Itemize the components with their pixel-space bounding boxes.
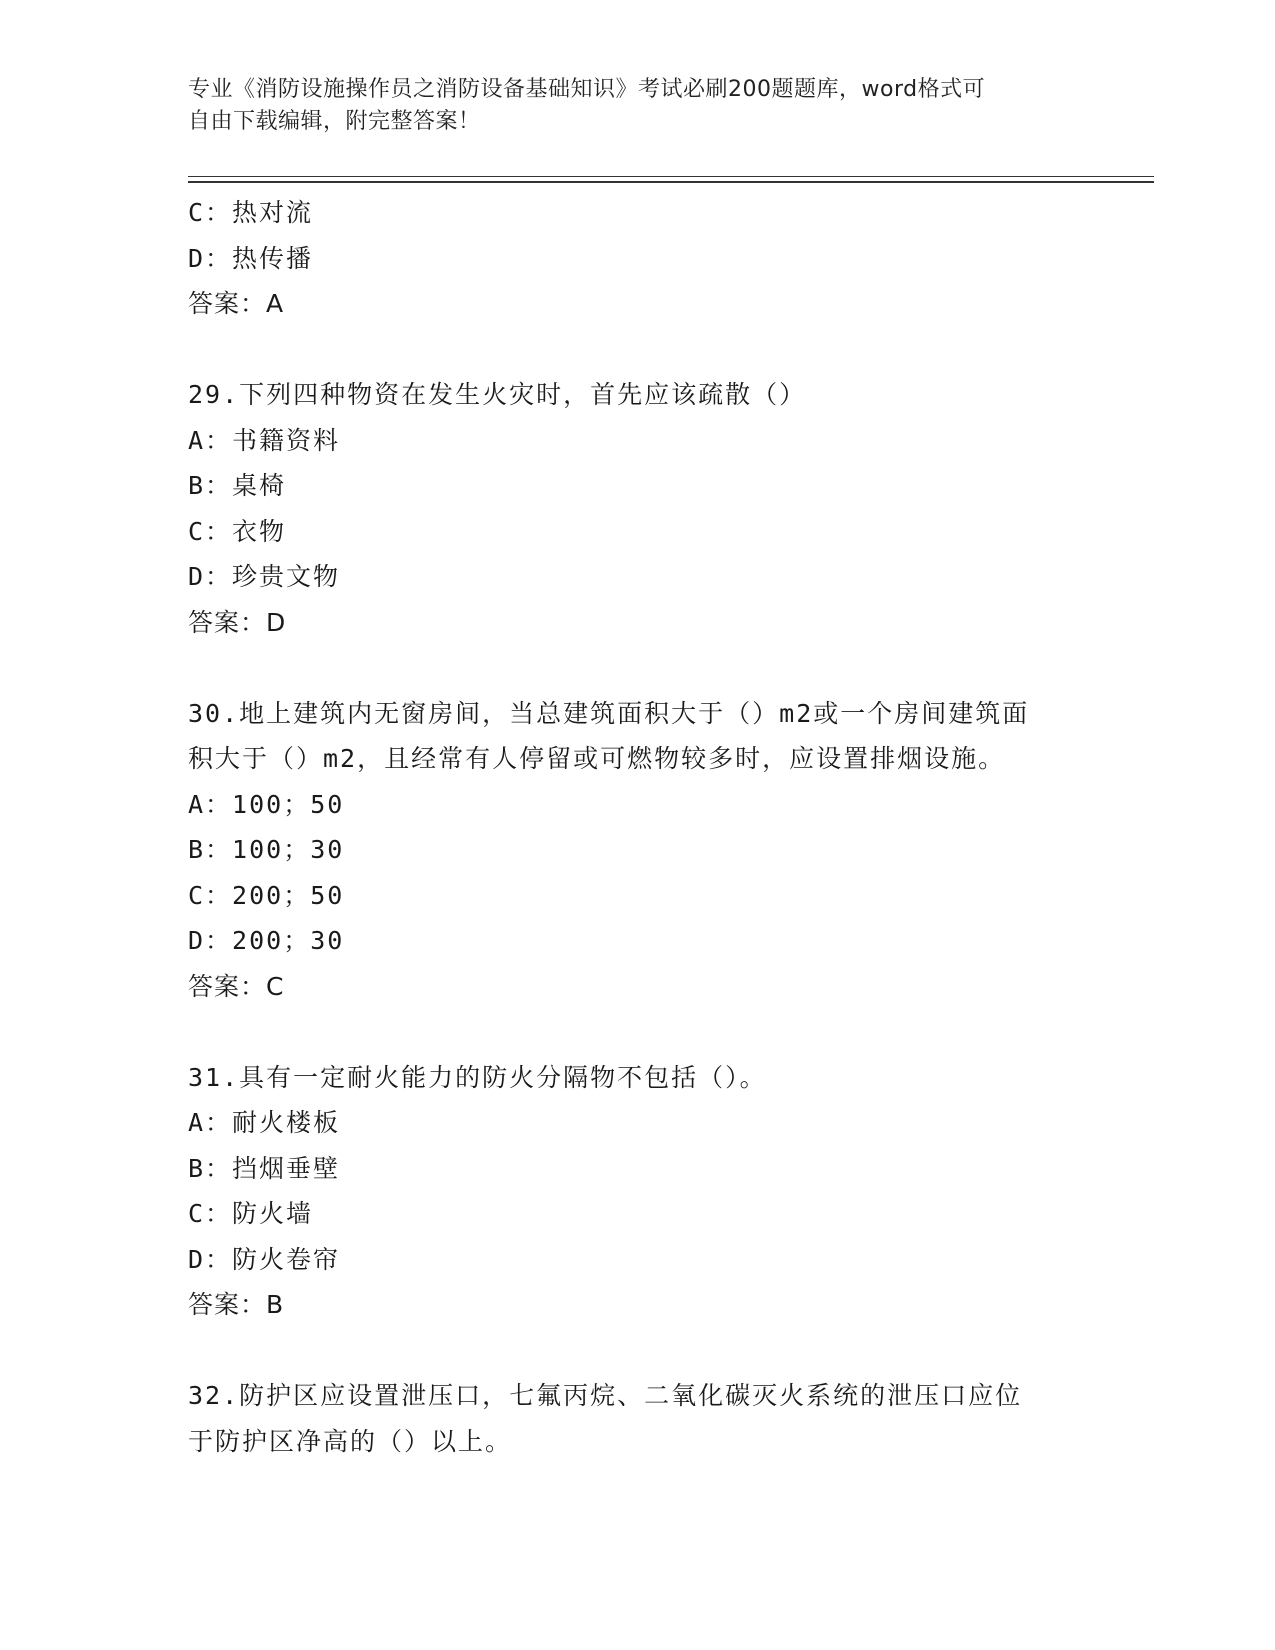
question-28-tail [188,190,1088,327]
option-b: B：100；30 [188,835,345,864]
option-c: C：防火墙 [188,1199,314,1228]
answer-line: 答案：B [188,1290,285,1319]
option-c: C：衣物 [188,516,287,546]
header-title-line-1: 专业《消防设施操作员之消防设备基础知识》考试必刷200题题库，word格式可 [188,77,986,102]
header-divider-thick [188,181,1154,183]
answer-line: 答案：A [188,289,285,318]
question-32 [188,1373,1088,1464]
question-29 [188,372,1088,645]
option-d: D：珍贵文物 [188,562,341,591]
question-31 [188,1055,1088,1328]
question-stem-line-2: 积大于（）m2，且经常有人停留或可燃物较多时，应设置排烟设施。 [188,744,1006,773]
option-a: A：100；50 [188,789,345,819]
spacer [188,327,1088,373]
question-stem: 31.具有一定耐火能力的防火分隔物不包括（）。 [188,1062,767,1092]
question-stem-line-1: 30.地上建筑内无窗房间，当总建筑面积大于（）m2或一个房间建筑面 [188,698,1030,728]
spacer [188,1328,1088,1374]
option-c: C：热对流 [188,198,314,227]
question-list [188,190,1088,1464]
spacer [188,1009,1088,1055]
answer-line: 答案：C [188,971,285,1001]
question-30 [188,691,1088,1010]
option-a: A：书籍资料 [188,425,341,455]
question-stem-line-2: 于防护区净高的（）以上。 [188,1426,513,1456]
question-stem-line-1: 32.防护区应设置泄压口，七氟丙烷、二氧化碳灭火系统的泄压口应位 [188,1381,1023,1410]
spacer [188,645,1088,691]
option-d: D：200；30 [188,926,345,955]
document-header [188,74,1078,138]
option-d: D：防火卷帘 [188,1244,341,1274]
header-title-line-2: 自由下载编辑，附完整答案！ [188,109,481,134]
question-stem: 29.下列四种物资在发生火灾时，首先应该疏散（） [188,380,807,409]
option-b: B：桌椅 [188,471,287,500]
option-d: D：热传播 [188,243,314,273]
answer-line: 答案：D [188,607,287,637]
header-divider-thin [188,176,1154,177]
option-c: C：200；50 [188,880,345,910]
option-b: B：挡烟垂壁 [188,1153,341,1183]
option-a: A：耐火楼板 [188,1108,341,1137]
